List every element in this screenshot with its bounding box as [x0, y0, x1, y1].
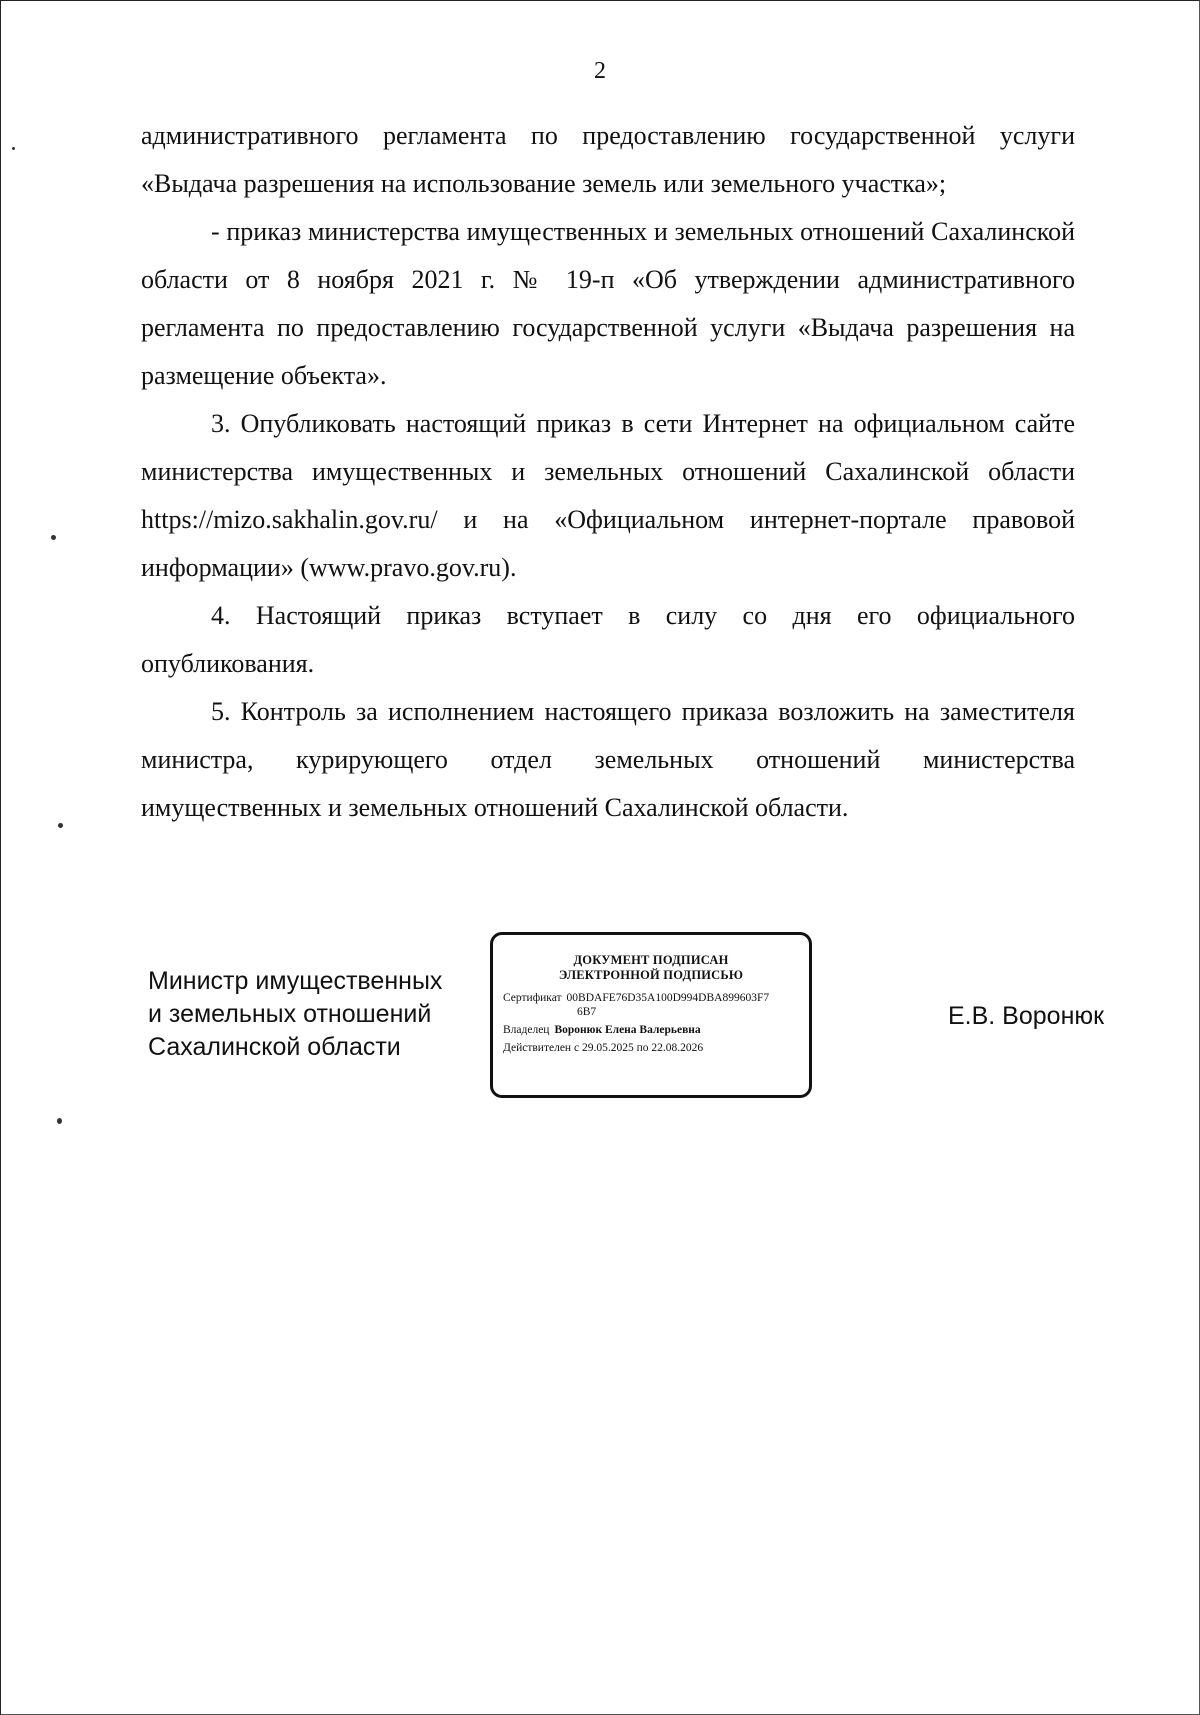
scan-speck	[12, 147, 15, 150]
stamp-owner-label: Владелец	[503, 1024, 550, 1036]
paragraph-item-4: 4. Настоящий приказ вступает в силу со дня его официального опубликования.	[141, 601, 1075, 678]
stamp-certificate-label: Сертификат	[503, 992, 562, 1004]
paragraph-continuation: административного регламента по предоставлению государственной услуги «Выдача разрешения на использование земель или земельного участка»;	[141, 121, 1075, 198]
stamp-certificate-value-tail: 6B7	[577, 1006, 597, 1018]
paragraph-item-3: 3. Опубликовать настоящий приказ в сети Интернет на официальном сайте министерства имущественных и земельных отношений Сахалинской области https://mizo.sakhalin.gov.ru/ и на «Официальном интернет-портале правовой информации» (www.pravo.gov.ru).	[141, 409, 1075, 582]
signer-position	[148, 965, 442, 1064]
stamp-title-line: ДОКУМЕНТ ПОДПИСАН	[573, 953, 729, 967]
document-body	[141, 112, 1075, 832]
electronic-signature-stamp	[490, 932, 812, 1098]
stamp-title-line: ЭЛЕКТРОННОЙ ПОДПИСЬЮ	[558, 968, 744, 982]
scan-speck	[58, 823, 63, 828]
stamp-certificate	[503, 991, 799, 1005]
scan-speck	[51, 535, 56, 540]
stamp-certificate-value: 00BDAFE76D35A100D994DBA899603F7	[566, 992, 770, 1004]
stamp-validity: Действителен с 29.05.2025 по 22.08.2026	[503, 1042, 704, 1054]
stamp-owner	[503, 1023, 799, 1037]
signer-position-line: Министр имущественных	[148, 967, 443, 995]
paragraph-item-5: 5. Контроль за исполнением настоящего приказа возложить на заместителя министра, курирующего отдел земельных отношений министерства имущественных и земельных отношений Сахалинской области.	[141, 697, 1075, 822]
signer-position-line: Сахалинской области	[148, 1033, 401, 1061]
stamp-owner-value: Воронюк Елена Валерьевна	[554, 1024, 701, 1036]
paragraph-order-reference: - приказ министерства имущественных и земельных отношений Сахалинской области от 8 ноября 2021 г. № 19-п «Об утверждении административного регламента по предоставлению государственной услуги «Выдача разрешения на размещение объекта».	[141, 217, 1075, 390]
signer-position-line: и земельных отношений	[148, 1000, 432, 1028]
signer-name: Е.В. Воронюк	[948, 1002, 1105, 1030]
scan-speck	[57, 1118, 62, 1124]
page-number: 2	[594, 58, 606, 84]
